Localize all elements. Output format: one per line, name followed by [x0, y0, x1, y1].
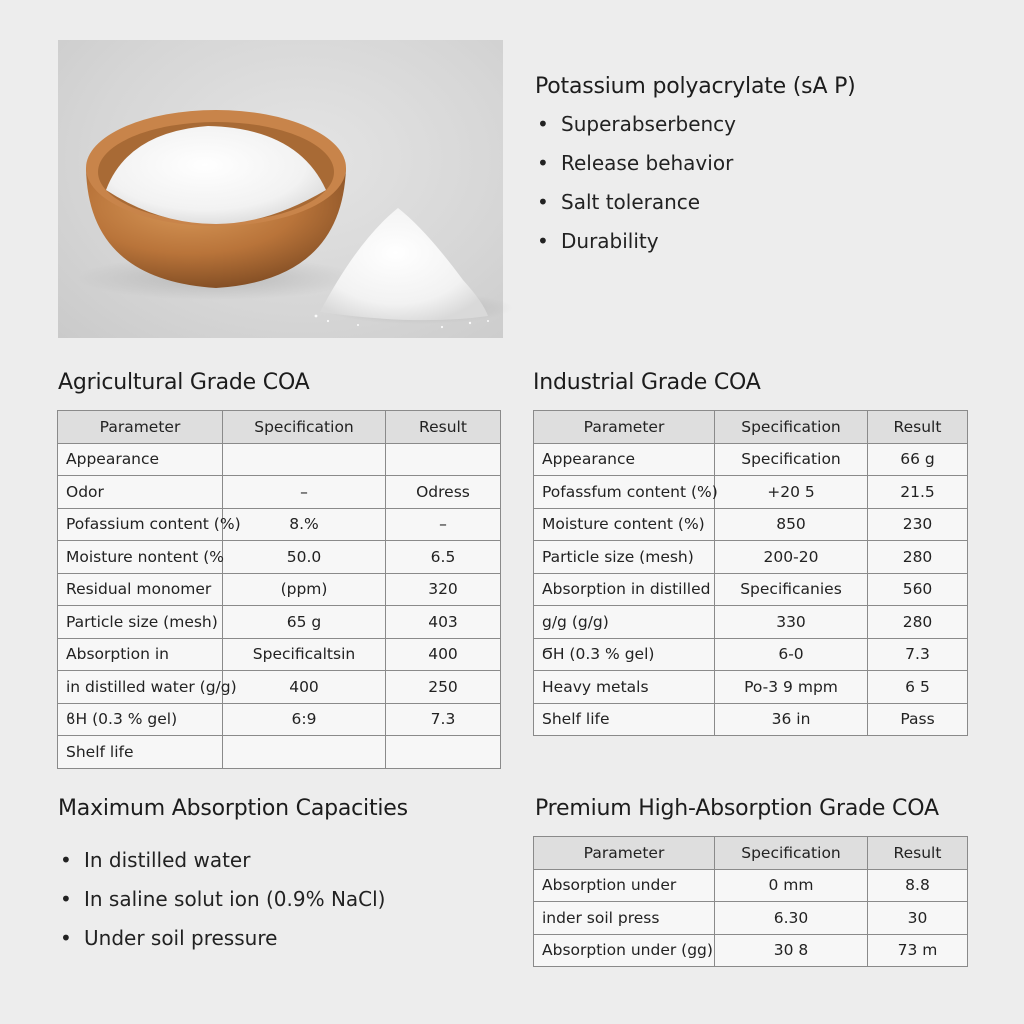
max-absorption-title: Maximum Absorption Capacities [58, 796, 408, 821]
table-cell: 30 8 [715, 934, 868, 967]
table-cell: 6.30 [715, 902, 868, 935]
table-row [534, 638, 968, 671]
table-cell: (ppm) [223, 573, 386, 606]
industrial-coa-table [533, 410, 968, 736]
table-cell: 400 [223, 671, 386, 704]
property-list [535, 109, 995, 265]
table-row [534, 934, 968, 967]
list-item: • Superabserbency [535, 109, 995, 148]
column-header: Parameter [58, 411, 223, 444]
table-cell: Specificanies [715, 573, 868, 606]
table-cell [223, 736, 386, 769]
list-item: • In saline solut ion (0.9% NaCl) [58, 884, 385, 923]
table-cell: – [223, 476, 386, 509]
table-cell: – [386, 508, 501, 541]
powder-bowl-photo-icon [58, 40, 503, 338]
table-cell: in distilled water (g/g) [58, 671, 223, 704]
table-cell: Odor [58, 476, 223, 509]
table-cell: 320 [386, 573, 501, 606]
table-row [534, 671, 968, 704]
table-cell: Po-3 9 mpm [715, 671, 868, 704]
table-cell: Particle size (mesh) [534, 541, 715, 574]
table-cell: Specificaltsin [223, 638, 386, 671]
agricultural-coa-title: Agricultural Grade COA [58, 370, 310, 395]
table-row [534, 573, 968, 606]
table-row [58, 573, 501, 606]
column-header: Specification [715, 411, 868, 444]
table-cell: 7.3 [386, 703, 501, 736]
table-row [58, 508, 501, 541]
table-row [534, 902, 968, 935]
table-cell: 560 [868, 573, 968, 606]
table-cell: ϬH (0.3 % gel) [534, 638, 715, 671]
table-cell: Particle size (mesh) [58, 606, 223, 639]
table-cell: 403 [386, 606, 501, 639]
table-cell: 250 [386, 671, 501, 704]
table-cell: 280 [868, 541, 968, 574]
column-header: Specification [223, 411, 386, 444]
table-header-row [534, 837, 968, 870]
product-intro [535, 74, 995, 265]
table-row [534, 869, 968, 902]
table-row [58, 443, 501, 476]
table-cell: Pass [868, 703, 968, 736]
table-row [534, 606, 968, 639]
table-cell: 0 mm [715, 869, 868, 902]
table-cell: Absorption under [534, 869, 715, 902]
list-item: • Durability [535, 226, 995, 265]
table-cell: Shelf life [58, 736, 223, 769]
table-cell: 230 [868, 508, 968, 541]
table-header-row [534, 411, 968, 444]
table-cell: 6.5 [386, 541, 501, 574]
table-cell: Moisture content (%) [534, 508, 715, 541]
table-cell: 330 [715, 606, 868, 639]
table-cell: 8.% [223, 508, 386, 541]
table-cell: 73 m [868, 934, 968, 967]
table-row [534, 443, 968, 476]
table-cell: Appearance [58, 443, 223, 476]
table-cell: g/g (g/g) [534, 606, 715, 639]
column-header: Result [868, 411, 968, 444]
column-header: Parameter [534, 411, 715, 444]
table-cell: Residual monomer [58, 573, 223, 606]
table-row [534, 476, 968, 509]
table-cell: Absorption under (gg) [534, 934, 715, 967]
table-cell: 7.3 [868, 638, 968, 671]
table-cell: 850 [715, 508, 868, 541]
table-cell: Absorption in distilled [534, 573, 715, 606]
table-cell: Shelf life [534, 703, 715, 736]
table-cell: ϐH (0.3 % gel) [58, 703, 223, 736]
premium-coa-title: Premium High-Absorption Grade COA [535, 796, 939, 821]
industrial-coa-title: Industrial Grade COA [533, 370, 761, 395]
absorption-list [58, 845, 385, 962]
table-cell: 400 [386, 638, 501, 671]
list-item: • Release behavior [535, 148, 995, 187]
table-cell: 36 in [715, 703, 868, 736]
table-row [58, 541, 501, 574]
table-cell: inder soil press [534, 902, 715, 935]
product-photo [58, 40, 503, 338]
table-cell: 6:9 [223, 703, 386, 736]
table-cell: Pofassfum content (%) [534, 476, 715, 509]
column-header: Specification [715, 837, 868, 870]
table-cell [223, 443, 386, 476]
table-cell: 200-20 [715, 541, 868, 574]
table-cell: 8.8 [868, 869, 968, 902]
table-cell: Odress [386, 476, 501, 509]
table-cell: 50.0 [223, 541, 386, 574]
product-title: Potassium polyacrylate (sA P) [535, 74, 856, 99]
list-item: • Under soil pressure [58, 923, 385, 962]
list-item: • Salt tolerance [535, 187, 995, 226]
table-cell: 30 [868, 902, 968, 935]
table-cell [386, 443, 501, 476]
table-cell: 280 [868, 606, 968, 639]
table-cell: 66 g [868, 443, 968, 476]
table-cell: Heavy metals [534, 671, 715, 704]
table-cell [386, 736, 501, 769]
table-cell: +20 5 [715, 476, 868, 509]
table-row [58, 606, 501, 639]
agricultural-coa-table [57, 410, 501, 769]
table-cell: 6-0 [715, 638, 868, 671]
premium-coa-table [533, 836, 968, 967]
table-cell: Absorption in [58, 638, 223, 671]
table-cell: 6 5 [868, 671, 968, 704]
table-cell: Pofassium content (%) [58, 508, 223, 541]
table-cell: Appearance [534, 443, 715, 476]
list-item: • In distilled water [58, 845, 385, 884]
column-header: Result [386, 411, 501, 444]
column-header: Result [868, 837, 968, 870]
table-row [58, 736, 501, 769]
table-row [58, 703, 501, 736]
table-cell: 65 g [223, 606, 386, 639]
table-row [534, 703, 968, 736]
table-header-row [58, 411, 501, 444]
table-cell: Specification [715, 443, 868, 476]
table-cell: 21.5 [868, 476, 968, 509]
table-row [58, 671, 501, 704]
column-header: Parameter [534, 837, 715, 870]
table-row [58, 638, 501, 671]
table-row [58, 476, 501, 509]
table-row [534, 541, 968, 574]
table-row [534, 508, 968, 541]
table-cell: Moisture nontent (% [58, 541, 223, 574]
